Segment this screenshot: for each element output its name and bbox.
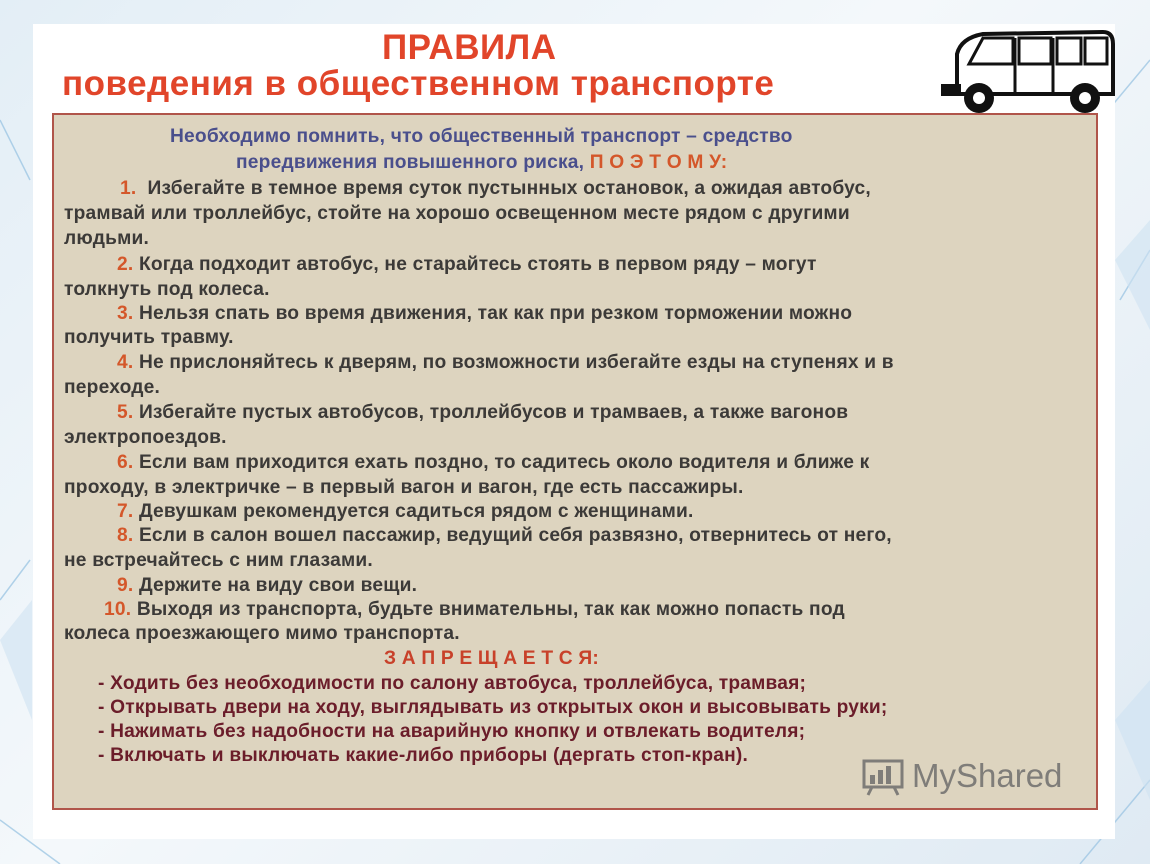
rule-number: 9.	[117, 575, 134, 596]
rule-number: 8.	[117, 525, 134, 546]
slide-subtitle: поведения в общественном транспорте	[62, 64, 775, 103]
rule-text: Избегайте в темное время суток пустынных остановок, а ожидая автобус,	[147, 178, 871, 199]
rule-text: Избегайте пустых автобусов, троллейбусов и трамваев, а также вагонов	[138, 402, 849, 423]
rule-3-line-1	[117, 302, 852, 327]
intro-line-2-text: передвижения повышенного риска,	[236, 152, 585, 173]
rule-5-line-1	[117, 401, 848, 426]
rule-text: Не прислоняйтесь к дверям, по возможности избегайте езды на ступенях и в	[138, 352, 894, 373]
rule-3-line-2: получить травму.	[64, 327, 234, 348]
rule-text: Когда подходит автобус, не старайтесь стоять в первом ряду – могут	[138, 254, 817, 275]
rule-6-line-1	[117, 451, 869, 476]
rule-text: Нельзя спать во время движения, так как при резком торможении можно	[138, 303, 853, 324]
myshared-logo-icon	[860, 755, 906, 797]
intro-emphasis: П О Э Т О М У:	[589, 152, 728, 173]
rule-number: 3.	[117, 303, 134, 324]
rule-7-line-1	[117, 500, 694, 525]
rule-number: 6.	[117, 452, 134, 473]
rule-text: Если вам приходится ехать поздно, то садитесь около водителя и ближе к	[138, 452, 870, 473]
rule-4-line-1	[117, 351, 894, 376]
forbidden-item-4: - Включать и выключать какие-либо приборы (дергать стоп-кран).	[98, 745, 749, 766]
rule-number: 5.	[117, 402, 134, 423]
intro-line-1: Необходимо помнить, что общественный транспорт – средство	[170, 126, 793, 147]
rule-text: Девушкам рекомендуется садиться рядом с женщинами.	[138, 501, 694, 522]
rule-4-line-2: переходе.	[64, 377, 161, 398]
watermark-text: MyShared	[912, 757, 1063, 794]
rule-number: 4.	[117, 352, 134, 373]
rule-10-line-1	[104, 598, 845, 623]
rule-9-line-1	[117, 574, 417, 599]
forbidden-item-2: - Открывать двери на ходу, выглядывать из открытых окон и высовывать руки;	[98, 697, 888, 718]
rule-number: 1.	[120, 178, 137, 199]
forbidden-item-3: - Нажимать без надобности на аварийную кнопку и отвлекать водителя;	[98, 721, 806, 742]
intro-line-2	[236, 151, 727, 176]
rule-8-line-2: не встречайтесь с ним глазами.	[64, 550, 373, 571]
rule-1-line-3: людьми.	[64, 228, 150, 249]
rule-number: 10.	[104, 599, 132, 620]
rule-5-line-2: электропоездов.	[64, 427, 227, 448]
rule-1-line-1	[120, 177, 871, 202]
rule-number: 7.	[117, 501, 134, 522]
forbidden-item-1: - Ходить без необходимости по салону автобуса, троллейбуса, трамвая;	[98, 673, 807, 694]
rule-text: Выходя из транспорта, будьте внимательны, так как можно попасть под	[136, 599, 845, 620]
forbidden-heading: З А П Р Е Щ А Е Т С Я:	[384, 648, 599, 669]
rule-1-line-2: трамвай или троллейбус, стойте на хорошо освещенном месте рядом с другими	[64, 203, 850, 224]
myshared-watermark	[860, 755, 1062, 797]
rule-text: Держите на виду свои вещи.	[138, 575, 418, 596]
rule-6-line-2: проходу, в электричке – в первый вагон и вагон, где есть пассажиры.	[64, 477, 744, 498]
rule-8-line-1	[117, 524, 892, 549]
rule-2-line-1	[117, 253, 817, 278]
minibus-icon	[935, 24, 1115, 120]
rule-10-line-2: колеса проезжающего мимо транспорта.	[64, 623, 460, 644]
rule-number: 2.	[117, 254, 134, 275]
rule-text: Если в салон вошел пассажир, ведущий себя развязно, отвернитесь от него,	[138, 525, 892, 546]
slide-title: ПРАВИЛА	[382, 28, 557, 67]
rule-2-line-2: толкнуть под колеса.	[64, 279, 270, 300]
